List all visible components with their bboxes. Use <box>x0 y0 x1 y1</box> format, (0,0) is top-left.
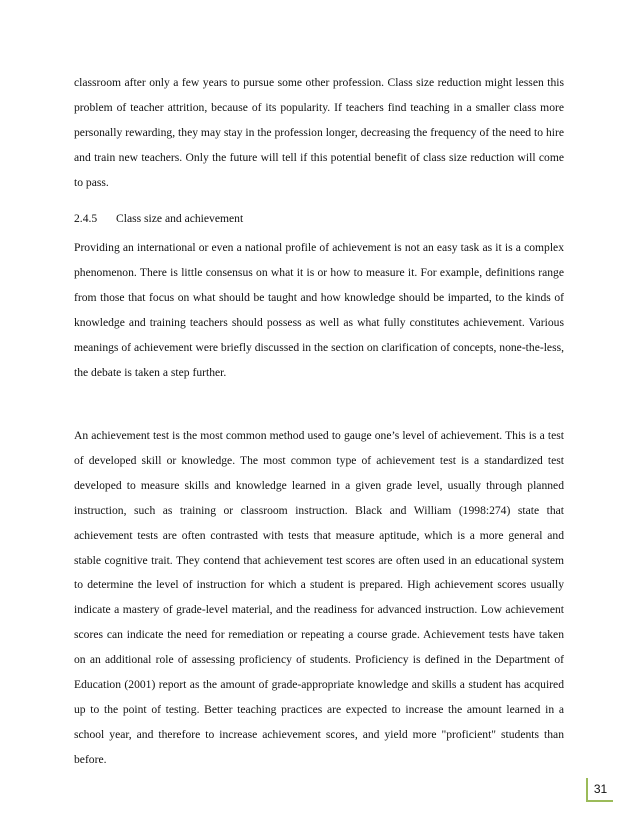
section-number: 2.4.5 <box>74 212 98 225</box>
page-number: 31 <box>586 778 613 802</box>
paragraph-teacher-attrition: classroom after only a few years to pursue some other profession. Class size reduction might lessen this problem of teacher attrition, because of its popularity. If teachers find teaching in a smaller class more personally rewarding, they may stay in the profession longer, decreasing the frequency of the need to hire and train new teachers. Only the future will tell if this potential benefit of class size reduction will come to pass. <box>74 76 564 189</box>
section-heading <box>74 209 243 229</box>
section-title: Class size and achievement <box>116 212 244 225</box>
paragraph-achievement-test: An achievement test is the most common method used to gauge one’s level of achievement. This is a test of developed skill or knowledge. The most common type of achievement test is a standardized test developed to measure skills and knowledge learned in a given grade level, usually through planned instruction, such as training or classroom instruction. Black and William (1998:274) state that achievement tests are often contrasted with tests that measure aptitude, which is a more general and stable cognitive trait. They contend that achievement test scores are often used in an educational system to determine the level of instruction for which a student is prepared. High achievement scores usually indicate a mastery of grade-level material, and the readiness for advanced instruction. Low achievement scores can indicate the need for remediation or repeating a course grade. Achievement tests have taken on an additional role of assessing proficiency of students. Proficiency is defined in the Department of Education (2001) report as the amount of grade-appropriate knowledge and skills a student has acquired up to the point of testing. Better teaching practices are expected to increase the amount learned in a school year, and therefore to increase achievement scores, and yield more "proficient" students than before. <box>74 429 564 766</box>
paragraph-achievement-profile: Providing an international or even a national profile of achievement is not an easy task as it is a complex phenomenon. There is little consensus on what it is or how to measure it. For example, definitions range from those that focus on what should be taught and how knowledge should be imparted, to the kinds of knowledge and training teachers should possess as well as what fully constitutes achievement. Various meanings of achievement were briefly discussed in the section on clarification of concepts, none-the-less, the debate is taken a step further. <box>74 241 564 379</box>
